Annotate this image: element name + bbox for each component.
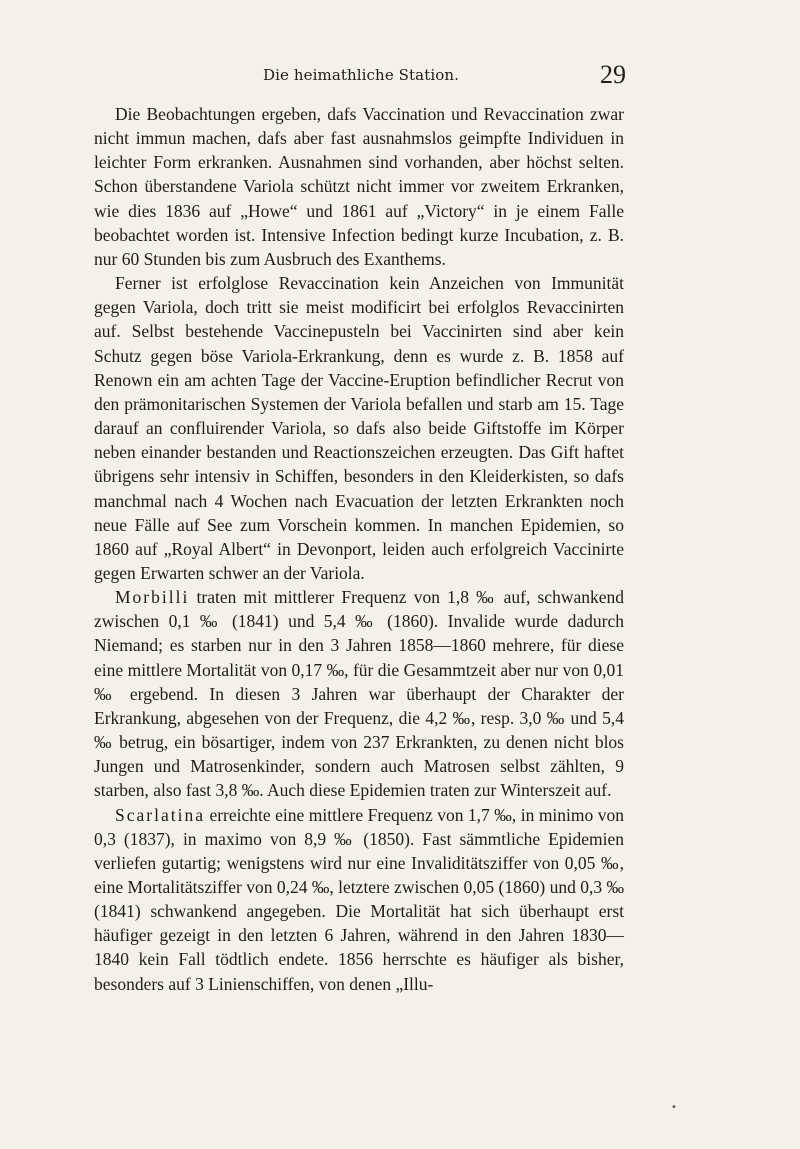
- running-title: Die heimathliche Station.: [263, 66, 459, 84]
- page-body: [94, 102, 624, 996]
- paragraph-scarlatina: [94, 803, 624, 996]
- paragraph-morbilli: [94, 585, 624, 802]
- page-number: 29: [600, 60, 626, 89]
- term-scarlatina: Scarlatina: [115, 804, 205, 825]
- paragraph-vaccination: Die Beobachtungen ergeben, dafs Vaccination und Revaccination zwar nicht immun machen, dafs aber fast ausnahmslos geimpfte Individuen in leichter Form erkranken. Ausnahmen sind vorhanden, aber höchst selten. Schon überstandene Variola schützt nicht immer vor zweitem Erkranken, wie dies 1836 auf „Howe“ und 1861 auf „Victory“ in je einem Falle beobachtet worden ist. Intensive Infection bedingt kurze Incubation, z. B. nur 60 Stunden bis zum Ausbruch des Exanthems.: [94, 104, 624, 269]
- page-mark-icon: •: [671, 1102, 677, 1113]
- paragraph-morbilli-text: traten mit mittlerer Frequenz von 1,8 ‰ auf, schwankend zwischen 0,1 ‰ (1841) und 5,4 ‰ (1860). Invalide wurde dadurch Niemand; es starben nur in den 3 Jahren 1858—1860 mehrere, für diese eine mittlere Mortalität von 0,17 ‰, für die Gesammtzeit aber nur von 0,01 ‰ ergebend. In diesen 3 Jahren war überhaupt der Charakter der Erkrankung, abgesehen von der Frequenz, die 4,2 ‰, resp. 3,0 ‰ und 5,4 ‰ betrug, ein bösartiger, indem von 237 Erkrankten, zu denen nicht blos Jungen und Matrosenkinder, sondern auch Matrosen selbst zählten, 9 starben, also fast 3,8 ‰. Auch diese Epidemien traten zur Winterszeit auf.: [94, 587, 624, 801]
- paragraph-scarlatina-text: erreichte eine mittlere Frequenz von 1,7 ‰, in minimo von 0,3 (1837), in maximo von 8,9 ‰ (1850). Fast sämmtliche Epidemien verliefen gutartig; wenigstens wird nur eine Invaliditätsziffer von 0,05 ‰, eine Mortalitätsziffer von 0,24 ‰, letztere zwischen 0,05 (1860) und 0,3 ‰ (1841) schwankend angegeben. Die Mortalität hat sich überhaupt erst häufiger gezeigt in den letzten 6 Jahren, während in den Jahren 1830—1840 kein Fall tödtlich endete. 1856 herrschte es häufiger als bisher, besonders auf 3 Linienschiffen, von denen „Illu-: [94, 804, 624, 994]
- running-head: [96, 56, 626, 92]
- paragraph-revaccination: Ferner ist erfolglose Revaccination kein Anzeichen von Immunität gegen Variola, doch tritt sie meist modificirt bei erfolglos Revaccinirten auf. Selbst bestehende Vaccinepusteln bei Vaccinirten sind aber kein Schutz gegen böse Variola-Erkrankung, denn es wurde z. B. 1858 auf Renown ein am achten Tage der Vaccine-Eruption befindlicher Recrut von den prämonitarischen Systemen der Variola befallen und starb am 15. Tage darauf an confluirender Variola, so dafs also beide Giftstoffe im Körper neben einander bestanden und Reactionszeichen erzeugten. Das Gift haftet übrigens sehr intensiv in Schiffen, besonders in den Kleiderkisten, so dafs manchmal nach 4 Wochen nach Evacuation der letzten Erkrankten noch neue Fälle auf See zum Vorschein kommen. In manchen Epidemien, so 1860 auf „Royal Albert“ in Devonport, leiden auch erfolgreich Vaccinirte gegen Erwarten schwer an der Variola.: [94, 273, 624, 583]
- term-morbilli: Morbilli: [115, 587, 190, 608]
